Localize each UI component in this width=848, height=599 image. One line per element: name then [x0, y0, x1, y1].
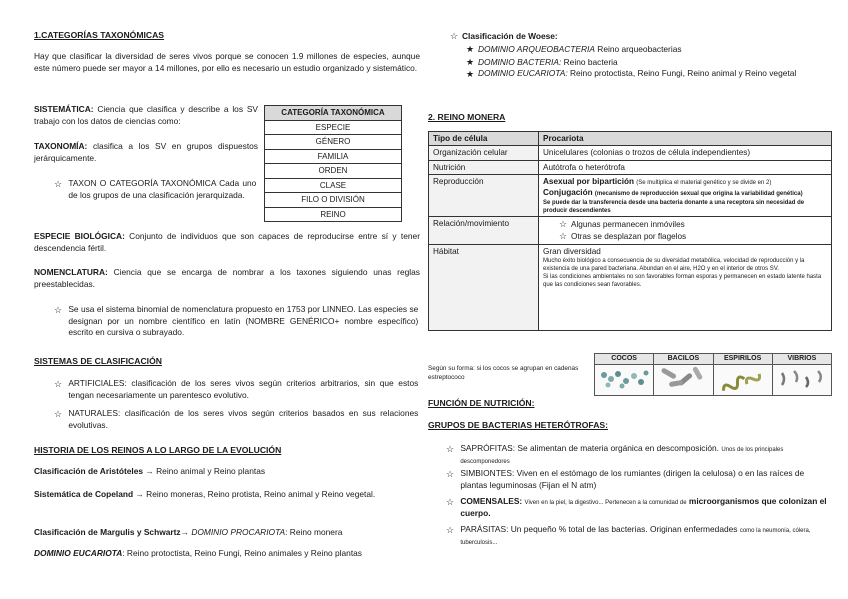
taxonomia-text: clasifica a los SV en grupos dispuestos jerárquicamente.: [34, 141, 258, 163]
vibrios-image: [772, 365, 831, 396]
table-row: ORDEN: [265, 164, 402, 179]
sistematica-definition: [34, 104, 258, 127]
saprofitas-text: SAPRÓFITAS: Se alimentan de materia orgánica en descomposición.: [460, 443, 719, 453]
star-icon: ☆: [54, 179, 63, 189]
especie-label: ESPECIE BIOLÓGICA:: [34, 231, 125, 241]
section-title-historia: HISTORIA DE LOS REINOS A LO LARGO DE LA EVOLUCIÓN: [34, 445, 282, 455]
list-item: [466, 56, 826, 69]
parasitas-text: PARÁSITAS: Un pequeño % total de las bacterias. Originan enfermedades: [460, 524, 738, 534]
forma-note: Según su forma: si los cocos se agrupan en cadenas estreptococo: [428, 365, 579, 381]
artificiales-bullet: [54, 378, 420, 401]
star-icon: ☆: [54, 305, 63, 315]
domain-text: Reino bacteria: [561, 56, 618, 67]
table-cell-value: [539, 174, 832, 216]
section-title-monera: 2. REINO MONERA: [428, 112, 506, 122]
star-filled-icon: ★: [466, 44, 475, 54]
table-header-vibrios: VIBRIOS: [772, 354, 831, 365]
cocos-image: [595, 365, 654, 396]
binomial-bullet: [54, 304, 420, 339]
list-item: [466, 68, 826, 80]
reproduction-asexual-note: (Se multiplica el material genético y se divide en 2): [636, 179, 772, 186]
star-icon: ☆: [446, 469, 455, 479]
taxonomia-definition: [34, 141, 258, 164]
saprofitas-bullet: [446, 443, 832, 466]
bacteria-shapes-table: [594, 353, 832, 396]
star-icon: ☆: [446, 444, 455, 454]
star-filled-icon: ★: [466, 56, 475, 67]
table-cell-value: Autótrofa o heterótrofa: [539, 160, 832, 174]
table-cell-key: Relación/movimiento: [429, 216, 539, 244]
domain-text: Reino protoctista, Reino Fungi, Reino animal y Reino vegetal: [567, 68, 797, 79]
naturales-bullet: [54, 408, 420, 431]
nomenclatura-text: Ciencia que se encarga de nombrar a los taxones siguiendo unas reglas preestablecidas.: [34, 267, 420, 289]
saprofitas-note: Unos de los principales descomponedores: [460, 447, 784, 465]
eucariota-text: : Reino protoctista, Reino Fungi, Reino animales y Reino plantas: [122, 548, 362, 558]
star-icon: ☆: [446, 497, 455, 507]
taxonomy-table-header: CATEGORÍA TAXONÓMICA: [265, 106, 402, 121]
domain-name: DOMINIO ARQUEOBACTERIA: [478, 44, 595, 54]
copeland-label: Sistemática de Copeland: [34, 489, 134, 499]
table-row: REINO: [265, 207, 402, 222]
eucariota-domain: DOMINIO EUCARIOTA: [34, 548, 123, 558]
domain-name: DOMINIO EUCARIOTA:: [478, 68, 568, 79]
star-icon: ☆: [54, 379, 63, 389]
binomial-text: Se usa el sistema binomial de nomenclatura propuesto en 1753 por LINNEO. Las especies se designan por un nombre científico en latín (NOMBRE GENÉRICO+ nombre específico) escrito en cursiva o subrayado.: [68, 304, 419, 338]
sistematica-label: SISTEMÁTICA:: [34, 104, 94, 114]
section-title-categorias: 1.CATEGORÍAS TAXONÓMICAS: [34, 30, 165, 40]
taxon-bullet: [54, 178, 258, 201]
intro-paragraph: Hay que clasificar la diversidad de seres vivos porque se conocen 1.9 millones de especies, aunque este número puede ser mayor a 14 millones, por ello es necesario un estudio organizado y sistemático.: [34, 51, 420, 73]
nomenclatura-label: NOMENCLATURA:: [34, 267, 108, 277]
margulis-line: [34, 527, 420, 539]
table-cell-key: Organización celular: [429, 146, 539, 160]
movement-immobile: Algunas permanecen inmóviles: [571, 219, 685, 229]
comensales-text: microorganismos que colonizan el cuerpo.: [460, 496, 827, 518]
table-cell-value: [539, 216, 832, 244]
table-header-espirilos: ESPIRILOS: [713, 354, 772, 365]
eucariota-line: [34, 548, 420, 560]
domain-name: DOMINIO BACTERIA:: [478, 56, 562, 67]
simbiontes-text: SIMBIONTES: Viven en el estómago de los rumiantes (dirigen la celulosa) o en las raíces de plantas leguminosas (Fijan el N atm): [460, 468, 805, 490]
taxonomia-label: TAXONOMÍA:: [34, 141, 88, 151]
star-icon: ☆: [54, 409, 63, 419]
movement-flagella: Otras se desplazan por flagelos: [571, 232, 687, 242]
copeland-text: → Reino moneras, Reino protista, Reino animal y Reino vegetal.: [135, 489, 376, 499]
table-cell-key: Nutrición: [429, 160, 539, 174]
section-title-funcion: FUNCIÓN DE NUTRICIÓN:: [428, 398, 535, 408]
table-header-bacilos: BACILOS: [654, 354, 713, 365]
taxon-text: TAXON O CATEGORÍA TAXONÓMICA Cada uno de los grupos de una clasificación jerarquizada.: [68, 178, 257, 200]
margulis-label: Clasificación de Margulis y Schwartz→: [34, 527, 189, 537]
table-row: CLASE: [265, 178, 402, 193]
reproduction-conjugation: Conjugación: [543, 188, 593, 198]
comensales-label: COMENSALES:: [460, 496, 523, 506]
table-cell-key: Reproducción: [429, 174, 539, 216]
copeland-line: [34, 489, 420, 501]
taxonomy-table: [264, 105, 402, 222]
simbiontes-bullet: [446, 468, 832, 491]
margulis-domain: DOMINIO PROCARIOTA: [191, 527, 286, 537]
parasitas-note: como la neumonía, cólera, tuberculosis...: [460, 528, 811, 546]
woese-title: [450, 30, 558, 43]
table-cell-key: Hábitat: [429, 244, 539, 330]
section-title-sistemas: SISTEMAS DE CLASIFICACIÓN: [34, 356, 162, 366]
star-icon: ☆: [446, 525, 455, 535]
reproduction-asexual: Asexual por bipartición: [543, 176, 634, 186]
star-icon: ☆: [559, 218, 568, 229]
table-row: ESPECIE: [265, 120, 402, 135]
comensales-note: Viven en la piel, la digestivo... Pertenecen a la comunidad de: [524, 500, 687, 506]
bacilos-icon: [655, 365, 711, 391]
naturales-text: NATURALES: clasificación de los seres vivos según criterios basados en sus relaciones evolutivas.: [68, 408, 419, 430]
especie-definition: [34, 231, 420, 254]
table-header-cocos: COCOS: [595, 354, 654, 365]
table-row: FILO O DIVISIÓN: [265, 193, 402, 208]
star-icon: ☆: [559, 231, 568, 242]
aristoteles-label: Clasificación de Aristóteles: [34, 466, 144, 476]
monera-table: [428, 131, 832, 331]
reproduction-transfer-note: Se puede dar la transferencia desde una bacteria donante a una receptora sin necesidad de producir descendientes: [543, 199, 805, 214]
table-cell-key: Tipo de célula: [429, 132, 539, 146]
vibrios-icon: [774, 365, 830, 391]
espirilos-icon: [715, 365, 771, 391]
margulis-text: : Reino monera: [285, 527, 343, 537]
table-cell-value: Unicelulares (colonias o trozos de célula independientes): [539, 146, 832, 160]
aristoteles-line: [34, 466, 420, 478]
comensales-bullet: [446, 496, 832, 519]
cocos-icon: [596, 365, 652, 391]
espirilos-image: [713, 365, 772, 396]
nomenclatura-definition: [34, 267, 420, 290]
parasitas-bullet: [446, 524, 832, 547]
section-title-grupos: GRUPOS DE BACTERIAS HETERÓTROFAS:: [428, 420, 609, 430]
habitat-summary: Gran diversidad: [543, 246, 601, 256]
star-icon: ☆: [450, 31, 459, 41]
table-cell-value: Procariota: [539, 132, 832, 146]
aristoteles-text: → Reino animal y Reino plantas: [145, 466, 266, 476]
sistematica-text: Ciencia que clasifica y describe a los SV trabajo con los datos de ciencias como:: [34, 104, 258, 126]
habitat-note-2: Si las condiciones ambientales no son favorables forman esporas y permanecen en estado latente hasta que las condiciones sean favorables.: [543, 274, 822, 289]
bacilos-image: [654, 365, 713, 396]
table-cell-value: [539, 244, 832, 330]
table-row: FAMILIA: [265, 149, 402, 164]
star-filled-icon: ★: [466, 69, 475, 80]
domain-text: Reino arqueobacterias: [594, 44, 682, 54]
list-item: [466, 43, 826, 56]
artificiales-text: ARTIFICIALES: clasificación de los seres vivos según criterios arbitrarios, sin que estos tengan necesariamente un parentesco evolutivo.: [68, 378, 419, 400]
woese-list: [466, 43, 826, 81]
reproduction-conjugation-note: (mecanismo de reproducción sexual que origina la variabilidad genética): [594, 191, 803, 198]
especie-text: Conjunto de individuos que son capaces de reproducirse entre sí y tener descendencia fértil.: [34, 231, 420, 253]
table-row: GÉNERO: [265, 135, 402, 150]
woese-title-text: Clasificación de Woese:: [462, 31, 558, 41]
habitat-note-1: Mucho éxito biológico a consecuencia de su diversidad metabólica, velocidad de reproducción y la existencia de una pared bacteriana. Abundan en el aire, H2O y en el interior de otros SV.: [543, 257, 805, 272]
